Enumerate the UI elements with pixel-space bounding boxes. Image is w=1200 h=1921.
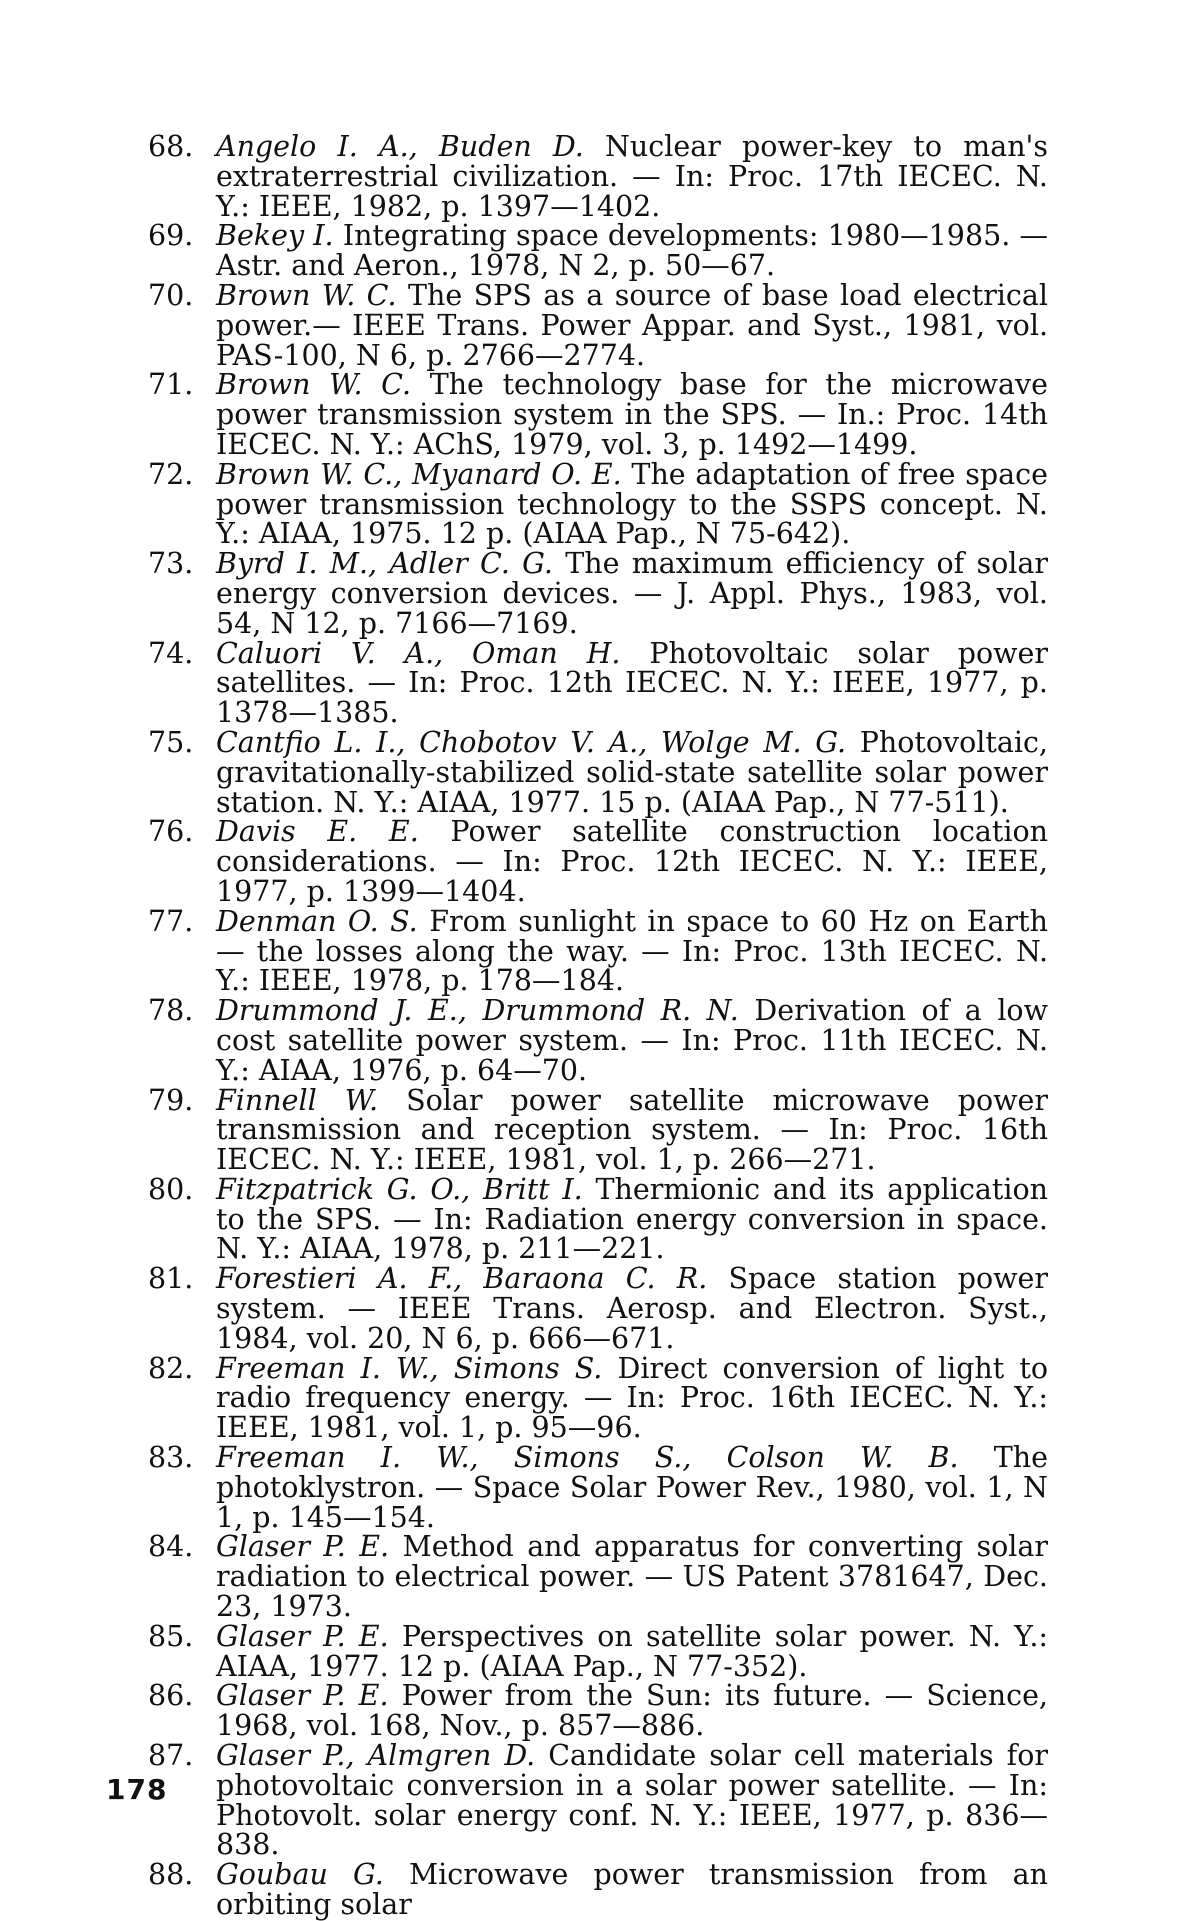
- reference-entry: [148, 1619, 1048, 1683]
- reference-authors: Cantfio L. I., Chobotov V. A., Wolge M. G.: [216, 725, 847, 759]
- reference-entry: [148, 132, 1048, 221]
- reference-authors: Glaser P. E.: [216, 1530, 390, 1564]
- reference-entry: [148, 1681, 1048, 1741]
- reference-entry: [148, 370, 1048, 459]
- reference-authors: Fitzpatrick G. O., Britt I.: [216, 1172, 583, 1206]
- reference-number: 78.: [148, 994, 194, 1028]
- reference-number: 86.: [148, 1679, 194, 1713]
- reference-text: Photovoltaic solar power satellites. — In: Proc. 12th IECEC. N. Y.: IEEE, 1977, p. 1378—1385.: [216, 636, 1048, 730]
- reference-text: Perspectives on satellite solar power. N. Y.: AIAA, 1977. 12 p. (AIAA Pap., N 77-352).: [216, 1619, 1048, 1683]
- reference-entry: [148, 725, 1048, 819]
- reference-entry: [148, 1172, 1048, 1266]
- reference-number: 77.: [148, 904, 194, 938]
- reference-text: Nuclear power-key to man's extraterrestrial civilization. — In: Proc. 17th IECEC. N. Y.: IEEE, 1982, p. 1397—1402.: [216, 130, 1049, 223]
- reference-entry: [148, 278, 1048, 372]
- reference-authors: Byrd I. M., Adler C. G.: [216, 547, 553, 581]
- reference-authors: Finnell W.: [216, 1083, 379, 1117]
- reference-number: 84.: [148, 1530, 194, 1564]
- reference-text: Space station power system. — IEEE Trans. Aerosp. and Electron. Syst., 1984, vol. 20, N 6, p. 666—671.: [216, 1262, 1048, 1355]
- reference-authors: Glaser P. E.: [216, 1679, 389, 1713]
- reference-number: 68.: [148, 130, 194, 163]
- reference-entry: [148, 636, 1048, 730]
- reference-number: 74.: [148, 636, 194, 670]
- reference-authors: Davis E. E.: [216, 815, 419, 849]
- reference-number: 81.: [148, 1262, 194, 1296]
- reference-text: Power satellite construction location considerations. — In: Proc. 12th IECEC. N. Y.: IEEE, 1977, p. 1399—1404.: [216, 815, 1048, 908]
- reference-text: Thermionic and its application to the SPS. — In: Radiation energy conversion in space. N. Y.: AIAA, 1978, p. 211—221.: [216, 1172, 1048, 1266]
- reference-authors: Brown W. C.: [216, 278, 397, 312]
- reference-text: Derivation of a low cost satellite power system. — In: Proc. 11th IECEC. N. Y.: AIAA, 1976, p. 64—70.: [216, 994, 1048, 1087]
- reference-number: 76.: [148, 815, 194, 849]
- reference-text: The SPS as a source of base load electrical power.— IEEE Trans. Power Appar. and Syst., 1981, vol. PAS-100, N 6, p. 2766—2774.: [216, 278, 1048, 372]
- reference-text: Solar power satellite microwave power transmission and reception system. — In: Proc. 16th IECEC. N. Y.: IEEE, 1981, vol. 1, p. 266—271.: [216, 1083, 1048, 1177]
- reference-text: Microwave power transmission from an orbiting solar: [216, 1858, 1048, 1921]
- reference-list: [148, 132, 1048, 1920]
- reference-text: The technology base for the microwave power transmission system in the SPS. — In.: Proc. 14th IECEC. N. Y.: AChS, 1979, vol. 3, p. 1492—1499.: [216, 368, 1048, 461]
- reference-text: From sunlight in space to 60 Hz on Earth — the losses along the way. — In: Proc. 13th IECEC. N. Y.: IEEE, 1978, p. 178—184.: [216, 904, 1048, 998]
- reference-authors: Freeman I. W., Simons S., Colson W. B.: [216, 1441, 959, 1475]
- reference-entry: [148, 1351, 1048, 1445]
- reference-entry: [148, 1443, 1048, 1532]
- reference-entry: [148, 457, 1048, 551]
- reference-number: 82.: [148, 1351, 194, 1385]
- reference-authors: Angelo I. A., Buden D.: [216, 130, 584, 163]
- reference-entry: [148, 904, 1048, 998]
- reference-number: 87.: [148, 1739, 194, 1773]
- reference-number: 73.: [148, 547, 194, 581]
- reference-number: 75.: [148, 725, 194, 759]
- page-number: 178: [106, 1773, 168, 1806]
- reference-number: 79.: [148, 1083, 194, 1117]
- reference-entry: [148, 549, 1048, 638]
- reference-text: Candidate solar cell materials for photovoltaic conversion in a solar power satellite. — In: Photovolt. solar energy conf. N. Y.: IEEE, 1977, p. 836—838.: [216, 1739, 1048, 1862]
- reference-authors: Denman O. S.: [216, 904, 418, 938]
- reference-authors: Caluori V. A., Oman H.: [216, 636, 621, 670]
- reference-number: 88.: [148, 1858, 194, 1892]
- reference-number: 83.: [148, 1441, 194, 1475]
- reference-authors: Brown W. C.: [216, 368, 412, 402]
- reference-number: 85.: [148, 1619, 194, 1653]
- reference-authors: Goubau G.: [216, 1858, 384, 1892]
- reference-text: The photoklystron. — Space Solar Power Rev., 1980, vol. 1, N 1, p. 145—154.: [216, 1441, 1048, 1534]
- reference-text: The adaptation of free space power transmission technology to the SSPS concept. N. Y.: AIAA, 1975. 12 p. (AIAA Pap., N 75-642).: [216, 457, 1048, 551]
- reference-text: Integrating space developments: 1980—1985. — Astr. and Aeron., 1978, N 2, p. 50—67.: [216, 219, 1048, 283]
- reference-entry: [148, 1264, 1048, 1353]
- reference-authors: Forestieri A. F., Baraona C. R.: [216, 1262, 708, 1296]
- reference-text: The maximum efficiency of solar energy conversion devices. — J. Appl. Phys., 1983, vol. 54, N 12, p. 7166—7169.: [216, 547, 1048, 640]
- reference-text: Direct conversion of light to radio frequency energy. — In: Proc. 16th IECEC. N. Y.: IEEE, 1981, vol. 1, p. 95—96.: [216, 1351, 1048, 1445]
- reference-authors: Brown W. C., Myanard O. E.: [216, 457, 622, 491]
- reference-number: 71.: [148, 368, 194, 402]
- reference-entry: [148, 1530, 1048, 1624]
- reference-authors: Bekey I.: [216, 219, 334, 253]
- reference-number: 80.: [148, 1172, 194, 1206]
- reference-number: 72.: [148, 457, 194, 491]
- reference-number: 69.: [148, 219, 194, 253]
- reference-entry: [148, 817, 1048, 906]
- reference-entry: [148, 1741, 1048, 1860]
- reference-authors: Glaser P., Almgren D.: [216, 1739, 536, 1773]
- reference-entry: [148, 221, 1048, 281]
- reference-text: Power from the Sun: its future. — Science, 1968, vol. 168, Nov., p. 857—886.: [216, 1679, 1048, 1743]
- reference-text: Photovoltaic, gravitationally-stabilized solid-state satellite solar power station. N. Y.: AIAA, 1977. 15 p. (AIAA Pap., N 77-511).: [216, 725, 1048, 819]
- reference-authors: Freeman I. W., Simons S.: [216, 1351, 603, 1385]
- reference-entry: [148, 1083, 1048, 1177]
- reference-number: 70.: [148, 278, 194, 312]
- reference-entry: [148, 996, 1048, 1085]
- reference-entry: [148, 1860, 1048, 1920]
- reference-authors: Drummond J. E., Drummond R. N.: [216, 994, 739, 1028]
- reference-authors: Glaser P. E.: [216, 1619, 389, 1653]
- reference-text: Method and apparatus for converting solar radiation to electrical power. — US Patent 3781647, Dec. 23, 1973.: [216, 1530, 1048, 1624]
